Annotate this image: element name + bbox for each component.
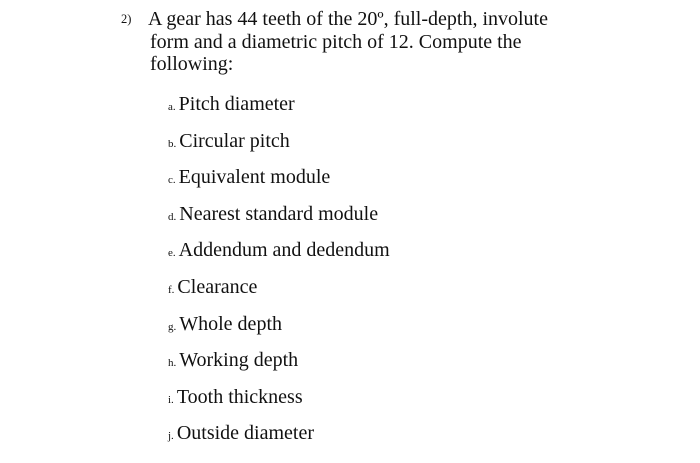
- sub-question-f: [168, 275, 390, 312]
- sub-question-text: Outside diameter: [176, 422, 314, 445]
- sub-question-g: [168, 312, 390, 349]
- sub-question-text: Circular pitch: [179, 129, 290, 152]
- cropped-text-fragment: [432, 455, 597, 463]
- sub-question-letter: d.: [168, 210, 177, 223]
- sub-question-letter: c.: [168, 174, 176, 187]
- sub-question-letter: e.: [168, 247, 176, 260]
- sub-question-letter: i.: [168, 393, 174, 406]
- sub-question-letter: b.: [168, 137, 177, 150]
- problem-text-line: form and a diametric pitch of 12. Compute the: [150, 30, 522, 53]
- sub-question-letter: a.: [168, 101, 176, 113]
- sub-question-h: [168, 348, 390, 385]
- sub-question-text: Tooth thickness: [176, 385, 303, 408]
- sub-question-i: [168, 385, 390, 422]
- sub-question-text: Addendum and dedendum: [178, 239, 390, 262]
- sub-question-e: [168, 238, 390, 275]
- sub-question-text: Working depth: [179, 349, 299, 372]
- problem-statement: [121, 8, 681, 445]
- sub-question-j: [168, 421, 390, 458]
- problem-text-line: A gear has 44 teeth of the 20º, full-depth, involute: [148, 8, 548, 30]
- sub-question-text: Clearance: [177, 275, 258, 298]
- sub-question-letter: f.: [168, 283, 175, 296]
- sub-question-list: [168, 92, 390, 458]
- sub-question-text: Whole depth: [179, 312, 282, 335]
- sub-question-a: [168, 92, 390, 129]
- problem-heading: [121, 8, 681, 76]
- sub-question-letter: g.: [168, 320, 177, 333]
- sub-question-c: [168, 165, 390, 202]
- problem-text-line: following:: [150, 53, 234, 75]
- problem-number: 2): [121, 12, 132, 26]
- sub-question-text: Pitch diameter: [178, 93, 295, 115]
- sub-question-b: [168, 129, 390, 166]
- sub-question-d: [168, 202, 390, 239]
- sub-question-letter: h.: [168, 357, 177, 370]
- sub-question-text: Nearest standard module: [179, 202, 379, 225]
- sub-question-text: Equivalent module: [178, 166, 331, 189]
- sub-question-letter: j.: [168, 430, 174, 443]
